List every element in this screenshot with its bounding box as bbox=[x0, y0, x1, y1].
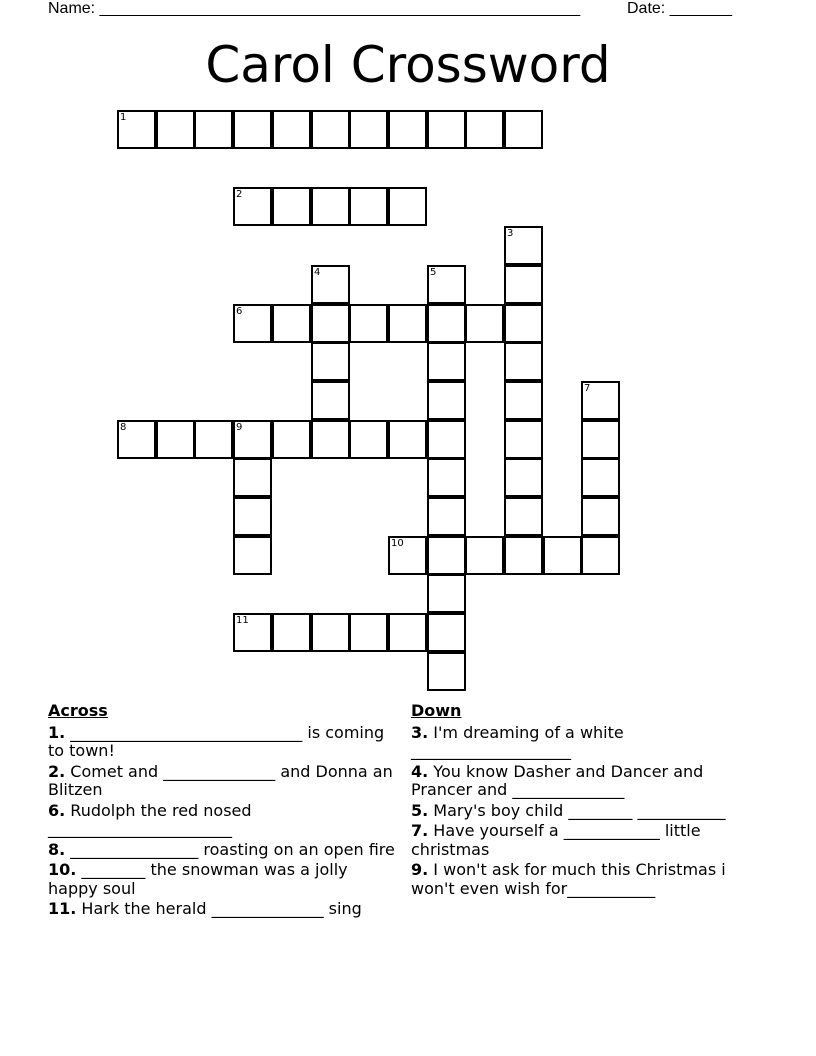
grid-cell[interactable] bbox=[388, 304, 427, 343]
grid-cell[interactable] bbox=[311, 420, 350, 459]
grid-cell[interactable] bbox=[233, 420, 272, 459]
clue-number: 5. bbox=[411, 800, 429, 820]
clue-text: Rudolph the red nosed _______________________ bbox=[48, 800, 252, 838]
grid-cell[interactable] bbox=[272, 420, 311, 459]
grid-cell[interactable] bbox=[427, 458, 466, 497]
grid-cell[interactable] bbox=[581, 536, 620, 575]
clue-number: 9. bbox=[411, 860, 429, 879]
grid-cell[interactable] bbox=[427, 110, 466, 149]
grid-cell[interactable] bbox=[311, 613, 350, 652]
name-field[interactable]: Name: ______________________________________________________ bbox=[48, 0, 581, 17]
grid-cell[interactable] bbox=[465, 110, 504, 149]
clue-number: 4. bbox=[411, 761, 429, 781]
grid-cell[interactable] bbox=[233, 613, 272, 652]
grid-cell[interactable] bbox=[117, 110, 156, 149]
grid-cell[interactable] bbox=[581, 381, 620, 420]
grid-cell[interactable] bbox=[233, 304, 272, 343]
grid-cell[interactable] bbox=[504, 458, 543, 497]
grid-cell[interactable] bbox=[194, 110, 233, 149]
clue-text: ________ the snowman was a jolly happy soul bbox=[48, 860, 348, 898]
grid-cell[interactable] bbox=[311, 110, 350, 149]
grid-cell[interactable] bbox=[504, 226, 543, 265]
grid-cell[interactable] bbox=[117, 420, 156, 459]
clue-text: Hark the herald ______________ sing bbox=[76, 899, 362, 918]
clue-number: 2. bbox=[48, 761, 66, 781]
grid-cell[interactable] bbox=[504, 381, 543, 420]
grid-cell[interactable] bbox=[504, 497, 543, 536]
clue-number-label: 5 bbox=[430, 267, 437, 278]
clue-number: 11. bbox=[48, 899, 77, 918]
clue-number-label: 2 bbox=[236, 189, 243, 200]
grid-cell[interactable] bbox=[427, 574, 466, 613]
grid-cell[interactable] bbox=[504, 265, 543, 304]
down-clue bbox=[411, 822, 741, 859]
grid-cell[interactable] bbox=[233, 458, 272, 497]
grid-cell[interactable] bbox=[311, 304, 350, 343]
clue-number: 7. bbox=[411, 821, 429, 840]
clue-number: 8. bbox=[48, 839, 66, 859]
grid-cell[interactable] bbox=[156, 110, 195, 149]
grid-cell[interactable] bbox=[427, 304, 466, 343]
grid-cell[interactable] bbox=[311, 265, 350, 304]
clue-text: Comet and ______________ and Donna an Blitzen bbox=[48, 761, 393, 799]
grid-cell[interactable] bbox=[504, 304, 543, 343]
grid-cell[interactable] bbox=[349, 613, 388, 652]
grid-cell[interactable] bbox=[311, 187, 350, 226]
grid-cell[interactable] bbox=[427, 420, 466, 459]
clue-text: Mary's boy child ________ ___________ bbox=[428, 800, 726, 820]
page-title: Carol Crossword bbox=[205, 36, 611, 94]
grid-cell[interactable] bbox=[427, 265, 466, 304]
grid-cell[interactable] bbox=[427, 613, 466, 652]
clue-text: ________________ roasting on an open fire bbox=[65, 839, 395, 859]
clue-number-label: 6 bbox=[236, 306, 243, 317]
clue-text: I'm dreaming of a white ____________________ bbox=[411, 722, 624, 760]
grid-cell[interactable] bbox=[581, 458, 620, 497]
grid-cell[interactable] bbox=[543, 536, 582, 575]
grid-cell[interactable] bbox=[311, 381, 350, 420]
grid-cell[interactable] bbox=[272, 110, 311, 149]
grid-cell[interactable] bbox=[465, 536, 504, 575]
grid-cell[interactable] bbox=[233, 187, 272, 226]
across-clue bbox=[48, 841, 396, 860]
grid-cell[interactable] bbox=[272, 187, 311, 226]
grid-cell[interactable] bbox=[233, 110, 272, 149]
grid-cell[interactable] bbox=[465, 304, 504, 343]
clue-text: _____________________________ is coming to town! bbox=[48, 722, 385, 760]
grid-cell[interactable] bbox=[388, 420, 427, 459]
grid-cell[interactable] bbox=[311, 342, 350, 381]
clue-number-label: 10 bbox=[391, 538, 404, 549]
grid-cell[interactable] bbox=[388, 536, 427, 575]
grid-cell[interactable] bbox=[233, 497, 272, 536]
across-clue bbox=[48, 802, 396, 839]
grid-cell[interactable] bbox=[427, 497, 466, 536]
across-clue bbox=[48, 900, 396, 919]
grid-cell[interactable] bbox=[427, 342, 466, 381]
clue-number-label: 3 bbox=[507, 228, 514, 239]
grid-cell[interactable] bbox=[272, 613, 311, 652]
clue-text: You know Dasher and Dancer and Prancer and ______________ bbox=[411, 761, 704, 799]
grid-cell[interactable] bbox=[581, 420, 620, 459]
clue-number: 3. bbox=[411, 722, 429, 742]
grid-cell[interactable] bbox=[581, 497, 620, 536]
down-clue bbox=[411, 763, 741, 800]
down-clue bbox=[411, 802, 741, 821]
grid-cell[interactable] bbox=[233, 536, 272, 575]
grid-cell[interactable] bbox=[504, 536, 543, 575]
down-clues bbox=[411, 702, 741, 900]
grid-cell[interactable] bbox=[427, 652, 466, 691]
grid-cell[interactable] bbox=[504, 110, 543, 149]
down-heading: Down bbox=[411, 701, 462, 720]
across-clue bbox=[48, 861, 396, 898]
clue-number: 10. bbox=[48, 860, 77, 879]
grid-cell[interactable] bbox=[427, 536, 466, 575]
across-clue bbox=[48, 763, 396, 800]
across-clue bbox=[48, 724, 396, 761]
across-heading: Across bbox=[48, 701, 108, 720]
grid-cell[interactable] bbox=[349, 187, 388, 226]
clue-number-label: 9 bbox=[236, 422, 243, 433]
clue-number-label: 11 bbox=[236, 615, 249, 626]
grid-cell[interactable] bbox=[156, 420, 195, 459]
clue-number-label: 8 bbox=[120, 422, 127, 433]
across-clues bbox=[48, 702, 396, 921]
grid-cell[interactable] bbox=[388, 187, 427, 226]
date-field[interactable]: Date: _______ bbox=[627, 0, 732, 17]
grid-cell[interactable] bbox=[388, 613, 427, 652]
grid-cell[interactable] bbox=[349, 304, 388, 343]
clue-number-label: 1 bbox=[120, 112, 127, 123]
clue-number: 6. bbox=[48, 800, 66, 820]
clue-number: 1. bbox=[48, 722, 66, 742]
grid-cell[interactable] bbox=[504, 342, 543, 381]
clue-number-label: 7 bbox=[584, 383, 591, 394]
grid-cell[interactable] bbox=[349, 420, 388, 459]
clue-text: I won't ask for much this Christmas i won't even wish for___________ bbox=[411, 860, 726, 898]
grid-cell[interactable] bbox=[349, 110, 388, 149]
grid-cell[interactable] bbox=[272, 304, 311, 343]
clue-number-label: 4 bbox=[314, 267, 321, 278]
down-clue bbox=[411, 724, 741, 761]
clue-text: Have yourself a ____________ little christmas bbox=[411, 821, 701, 859]
grid-cell[interactable] bbox=[194, 420, 233, 459]
grid-cell[interactable] bbox=[388, 110, 427, 149]
grid-cell[interactable] bbox=[427, 381, 466, 420]
down-clue bbox=[411, 861, 741, 898]
grid-cell[interactable] bbox=[504, 420, 543, 459]
